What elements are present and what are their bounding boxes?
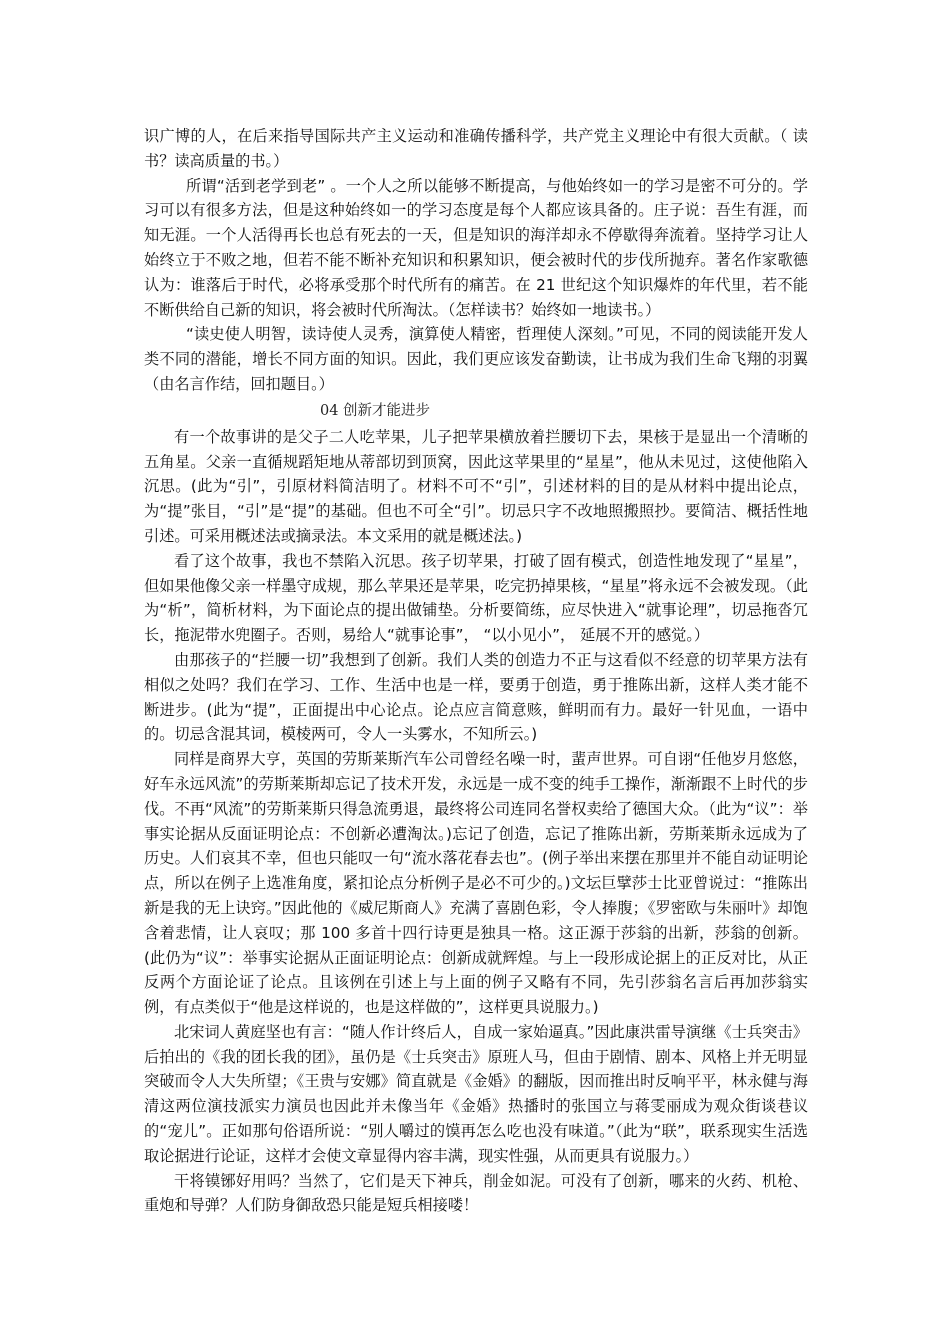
paragraph-contemporary-examples: 北宋词人黄庭坚也有言：“随人作计终后人，自成一家始逼真。”因此康洪雷导演继《士兵突击》后拍出的《我的团长我的团》，虽仍是《士兵突击》原班人马，但由于剧情、剧本、风格上并无明显突破而令人大失所望；《王贵与安娜》简直就是《金婚》的翻版，因而推出时反响平平，林永健与海清这两位演技派实力演员也因此并未像当年《金婚》热播时的张国立与蒋雯丽成为观众街谈巷议的“宠儿”。正如那句俗语所说：“别人嚼过的馍再怎么吃也没有味道。”（此为“联”，联系现实生活选取论据进行论证，这样才会使文章显得内容丰满，现实性强，从而更具有说服力。） <box>144 1022 808 1165</box>
paragraph-analysis: 看了这个故事，我也不禁陷入沉思。孩子切苹果，打破了固有模式，创造性地发现了“星星”，但如果他像父亲一样墨守成规，那么苹果还是苹果，吃完扔掉果核，“星星”将永远不会被发现。（此为“析”，简析材料，为下面论点的提出做铺垫。分析要简练，应尽快进入“就事论理”，切忌拖沓冗长，拖泥带水兜圈子。否则，易给人“就事论事”， “以小见小”， 延展不开的感觉。） <box>144 551 808 645</box>
paragraph-thesis: 由那孩子的“拦腰一切”我想到了创新。我们人类的创造力不正与这看似不经意的切苹果方法有相似之处吗？我们在学习、工作、生活中也是一样，要勇于创造，勇于推陈出新，这样人类才能不断进步。(此为“提”，正面提出中心论点。论点应言简意赅，鲜明而有力。最好一针见血，一语中的。切忌含混其词，模棱两可，令人一头雾水，不知所云。) <box>144 650 808 744</box>
section-heading: 04 创新才能进步 <box>320 402 431 419</box>
document-page <box>144 124 808 1218</box>
paragraph-lifelong-learning: 所谓“活到老学到老” 。一个人之所以能够不断提高，与他始终如一的学习是密不可分的。学习可以有很多方法，但是这种始终如一的学习态度是每个人都应该具备的。庄子说：吾生有涯，而知无涯。一个人活得再长也总有死去的一天，但是知识的海洋却永不停歇得奔流着。坚持学习让人始终立于不败之地，但若不能不断补充知识和积累知识，便会被时代的步伐所抛弃。著名作家歌德认为：谁落后于时代，必将承受那个时代所有的痛苦。在 21 世纪这个知识爆炸的年代里，若不能不断供给自己新的知识，将会被时代所淘汰。（怎样读书？始终如一地读书。） <box>144 176 808 319</box>
paragraph-examples: 同样是商界大亨，英国的劳斯莱斯汽车公司曾经名噪一时，蜚声世界。可自诩“任他岁月悠悠，好车永远风流”的劳斯莱斯却忘记了技术开发，永远是一成不变的纯手工操作，渐渐跟不上时代的步伐。不再“风流”的劳斯莱斯只得急流勇退，最终将公司连同名誉权卖给了德国大众。（此为“议”：举事实论据从反面证明论点：不创新必遭淘汰。)忘记了创造，忘记了推陈出新，劳斯莱斯永远成为了历史。人们哀其不幸，但也只能叹一句“流水落花春去也”。(例子举出来摆在那里并不能自动证明论点，所以在例子上选准角度，紧扣论点分析例子是必不可少的。)文坛巨擘莎士比亚曾说过：“推陈出新是我的无上诀窍。”因此他的《威尼斯商人》充满了喜剧色彩，令人捧腹；《罗密欧与朱丽叶》却饱含着悲情，让人哀叹；那 100 多首十四行诗更是独具一格。这正源于莎翁的出新，莎翁的创新。(此仍为“议”：举事实论据从正面证明论点：创新成就辉煌。与上一段形成论据上的正反对比，从正反两个方面论证了论点。且该例在引述上与上面的例子又略有不同，先引莎翁名言后再加莎翁实例，有点类似于“他是这样说的，也是这样做的”，这样更具说服力。) <box>144 750 808 1017</box>
paragraph-apple-story: 有一个故事讲的是父子二人吃苹果，儿子把苹果横放着拦腰切下去，果核于是显出一个清晰的五角星。父亲一直循规蹈矩地从蒂部切到顶窝，因此这苹果里的“星星”，他从未见过，这使他陷入沉思。(此为“引”，引原材料简洁明了。材料不可不“引”，引述材料的目的是从材料中提出论点，为“提”张目，“引”是“提”的基础。但也不可全“引”。切忌只字不改地照搬照抄。要简洁、概括性地引述。可采用概述法或摘录法。本文采用的就是概述法。) <box>144 427 808 545</box>
paragraph-quote-conclusion: “读史使人明智，读诗使人灵秀，演算使人精密，哲理使人深刻。”可见，不同的阅读能开发人类不同的潜能，增长不同方面的知识。因此，我们更应该发奋勤读，让书成为我们生命飞翔的羽翼（由名言作结，回扣题目。） <box>144 325 808 393</box>
paragraph-closing: 干将镆铘好用吗？当然了，它们是天下神兵，削金如泥。可没有了创新，哪来的火药、机枪、重炮和导弹？人们防身御敌恐只能是短兵相接喽！ <box>144 1171 808 1215</box>
paragraph-reading-quality-end: 识广博的人，在后来指导国际共产主义运动和准确传播科学，共产党主义理论中有很大贡献。（ 读书？读高质量的书。） <box>144 127 808 170</box>
